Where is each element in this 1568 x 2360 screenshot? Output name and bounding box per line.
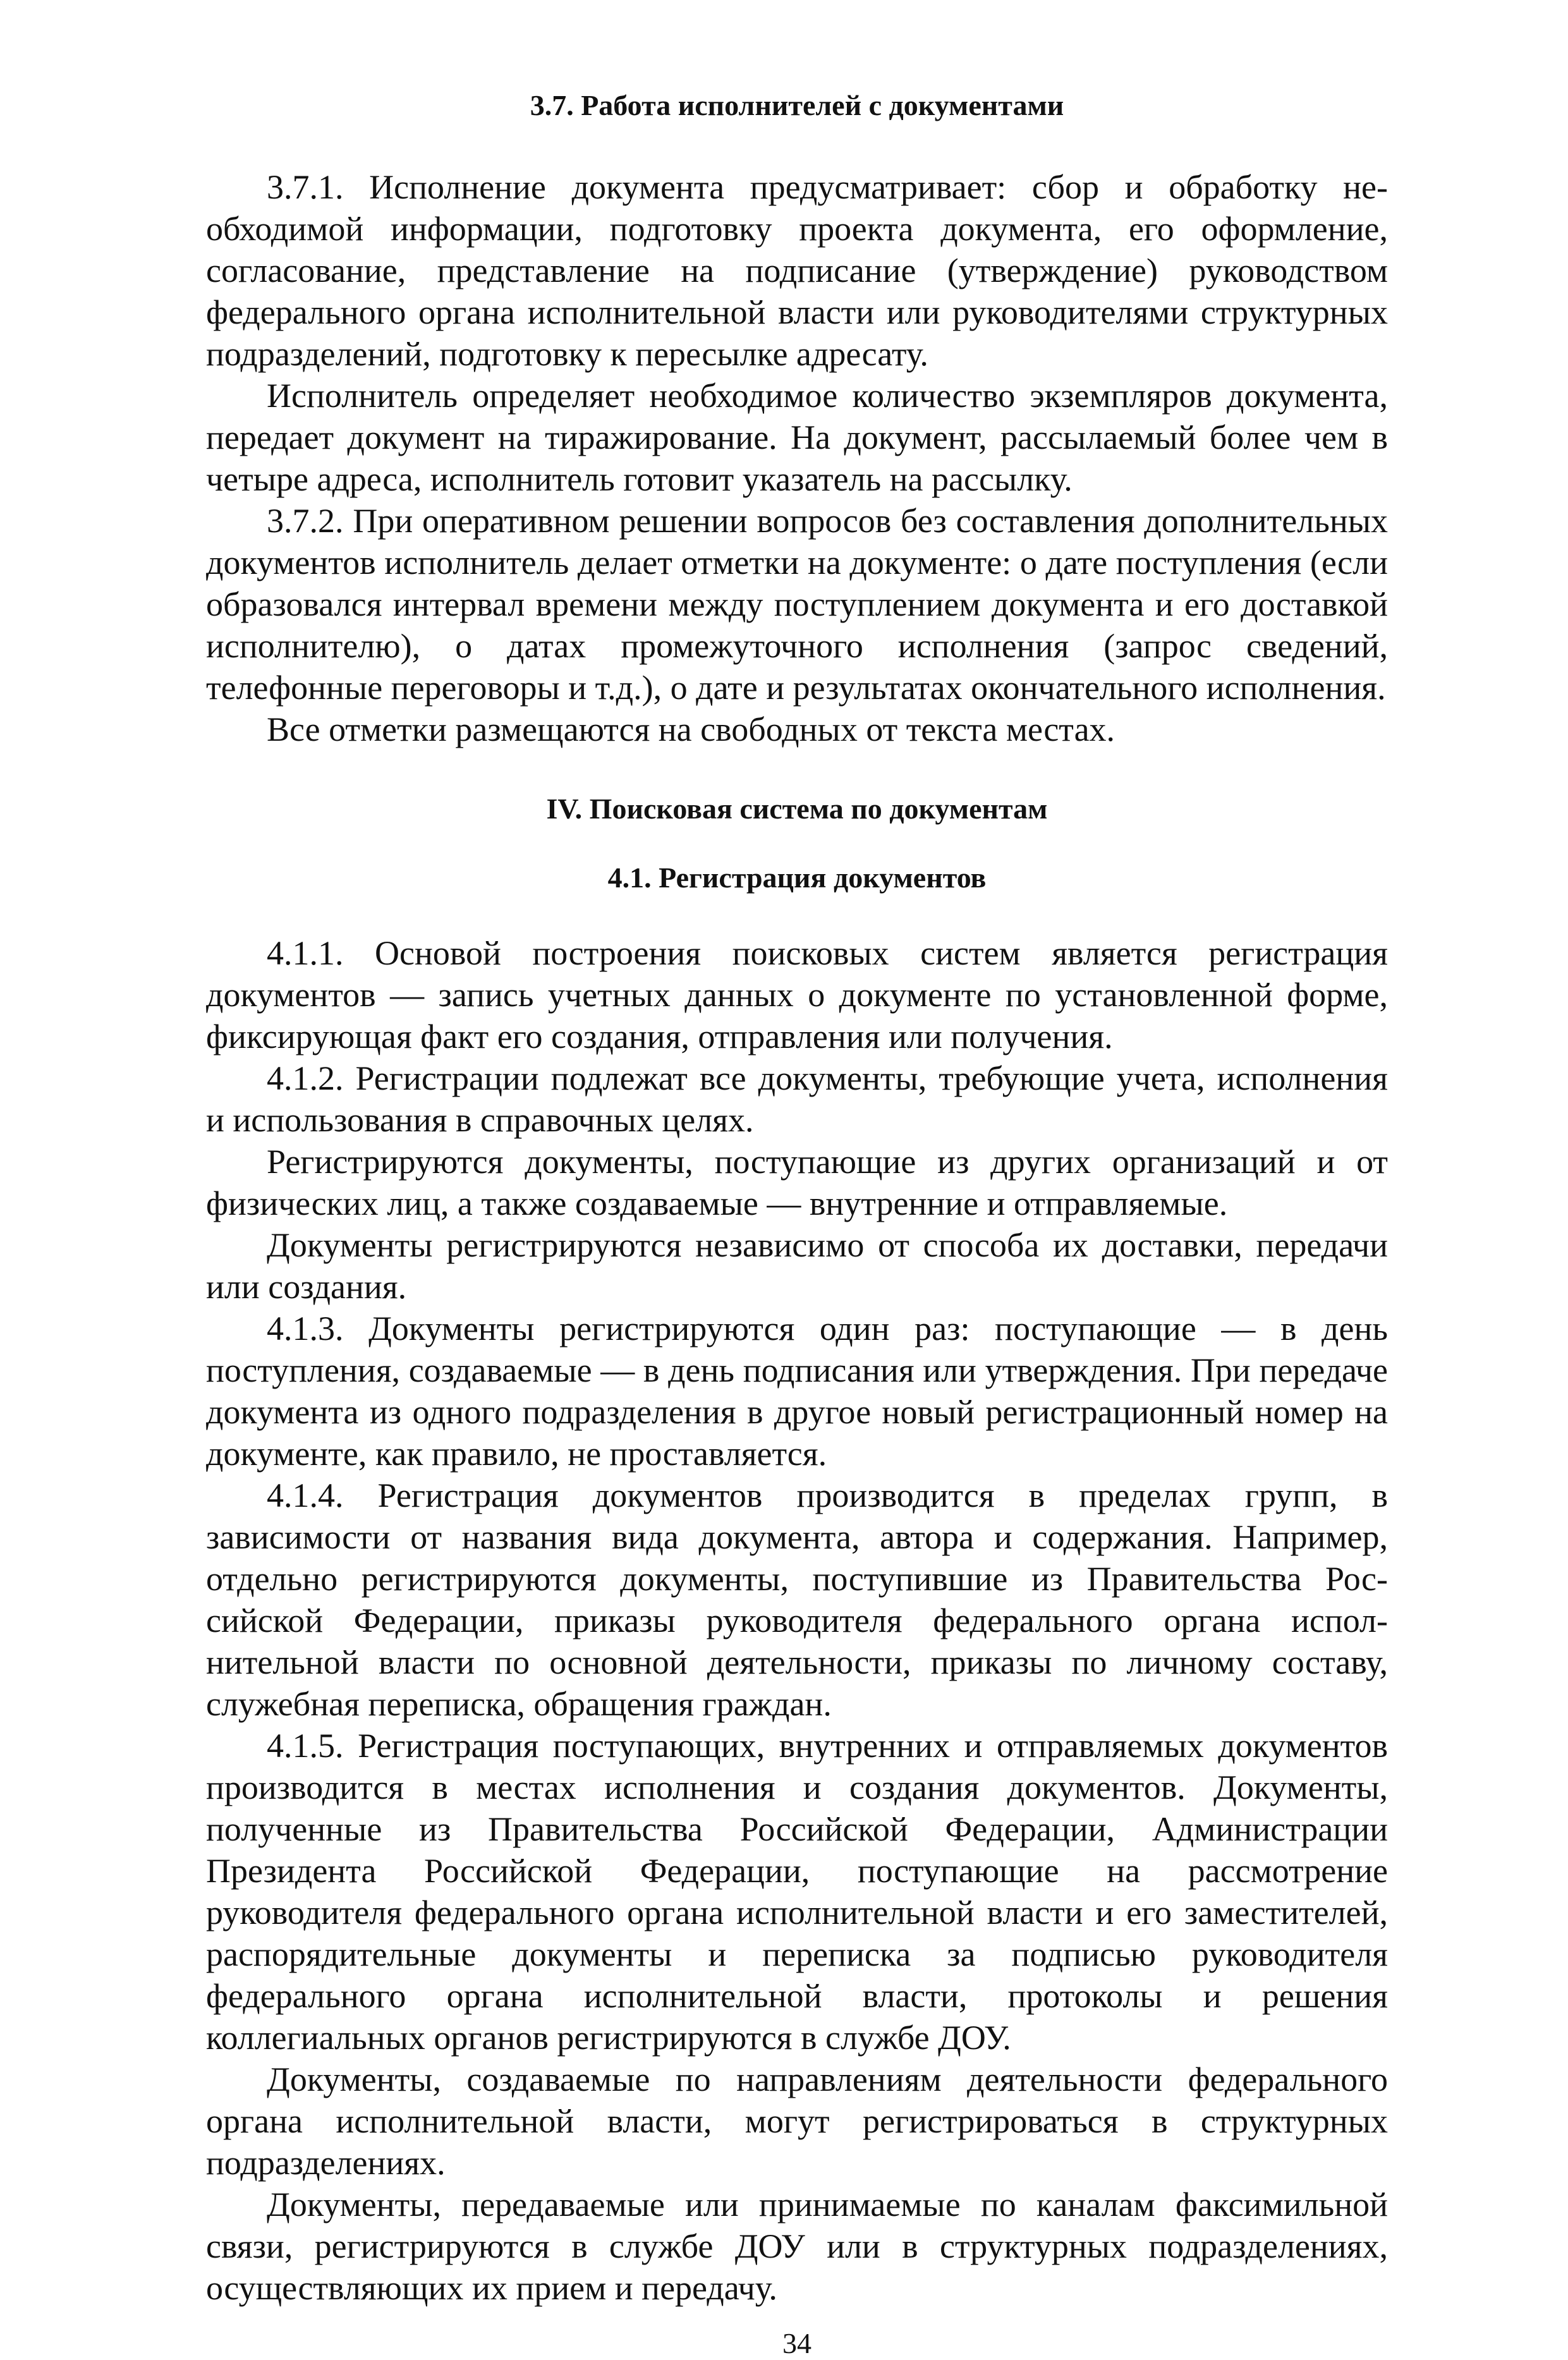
paragraph-4-1-3: 4.1.3. Документы регистрируются один раз: поступающие — в день поступления, создаваемые — в день подписания или утверждения. При передаче документа из одного подразделения в другое новый регистрационный номер на документе, как правило, не проставляется. [206, 1310, 1388, 1473]
paragraph-3-7-1: 3.7.1. Исполнение документа предусматривает: сбор и обработку необходимой информации, подготовку проекта документа, его оформление, согласование, представление на подписание (утверждение) руководством федерального органа исполнительной власти или руководителями структурных подразделений, подготовку к пересылке адресату. [206, 168, 1388, 373]
chapter-4-heading: IV. Поисковая система по документам [546, 793, 1048, 825]
paragraph-4-1-1: 4.1.1. Основой построения поисковых систем является регистрация документов — запись учетных данных о документе по установленной форме, фиксирующая факт его создания, отправления или получения. [206, 934, 1388, 1055]
paragraph-3-7-2: 3.7.2. При оперативном решении вопросов без составления дополнительных документов исполнитель делает отметки на документе: о дате поступления (если образовался интервал времени между поступлением документа и его доставкой исполнителю), о датах промежуточного исполнения (запрос сведений, телефонные переговоры и т.д.), о дате и результатах окончательного исполнения. [206, 502, 1388, 707]
paragraph-4-1-4: 4.1.4. Регистрация документов производится в пределах групп, в зависимости от названия вида документа, автора и содержания. Например, отдельно регистрируются документы, поступившие из Правительства Российской Федерации, приказы руководителя федерального органа исполнительной власти по основной деятельности, приказы по личному составу, служебная переписка, обращения граждан. [206, 1476, 1388, 1723]
paragraph-3-7-2-marks: Все отметки размещаются на свободных от текста местах. [267, 710, 1115, 748]
paragraph-4-1-5-fax: Документы, передаваемые или принимаемые по каналам факсимильной связи, регистрируются в службе ДОУ или в структурных подразделениях, осуществляющих их прием и передачу. [206, 2186, 1388, 2307]
paragraph-4-1-2-sources: Регистрируются документы, поступающие из других организаций и от физических лиц, а также создаваемые — внутренние и отправляемые. [206, 1143, 1388, 1222]
paragraph-4-1-5: 4.1.5. Регистрация поступающих, внутренних и отправляемых документов производится в местах исполнения и создания документов. Документы, полученные из Правительства Российской Федерации, Администрации Президента Российской Федерации, поступающие на рассмотрение руководителя федерального органа исполнительной власти и его заместителей, распорядительные документы и переписка за подписью руководителя федерального органа исполнительной власти, протоколы и решения коллегиальных органов регистрируются в службе ДОУ. [206, 1727, 1388, 2057]
paragraph-3-7-1-copies: Исполнитель определяет необходимое количество экземпляров документа, передает документ на тиражирование. На документ, рассылаемый более чем в четыре адреса, исполнитель готовит указатель на рассылку. [206, 377, 1388, 498]
page-number: 34 [782, 2327, 811, 2359]
paragraph-4-1-2-independent: Документы регистрируются независимо от способа их доставки, передачи или создания. [206, 1226, 1388, 1306]
paragraph-4-1-5-structural: Документы, создаваемые по направлениям деятельности федерального органа исполнительной власти, могут регистрироваться в структурных подразделениях. [206, 2060, 1388, 2182]
page-body [206, 88, 1388, 2360]
section-3-7-heading: 3.7. Работа исполнителей с документами [530, 89, 1064, 121]
paragraph-4-1-2: 4.1.2. Регистрации подлежат все документы, требующие учета, исполнения и использования в справочных целях. [206, 1059, 1388, 1139]
section-4-1-heading: 4.1. Регистрация документов [607, 861, 987, 894]
